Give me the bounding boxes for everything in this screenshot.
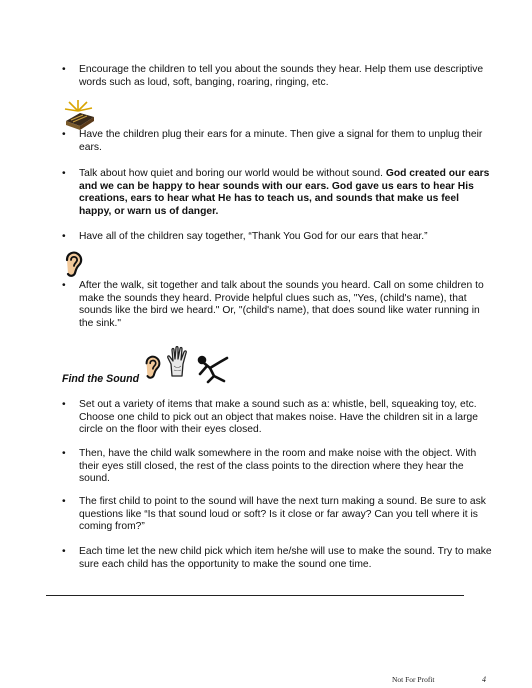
bullet-marker: • bbox=[62, 280, 66, 291]
list-item-text: Then, have the child walk somewhere in the room and make noise with the object. With their eyes still closed, the rest of the class points to the direction where they hear the sound. bbox=[79, 448, 477, 485]
hand-icon bbox=[166, 346, 192, 378]
bullet-marker: • bbox=[62, 399, 66, 410]
list-item bbox=[62, 546, 492, 571]
list-item bbox=[62, 129, 492, 154]
list-item-text: Each time let the new child pick which item he/she will use to make the sound. Try to make sure each child has the opportunity to make the sound one time. bbox=[79, 546, 492, 570]
list-item bbox=[62, 280, 492, 330]
bullet-marker: • bbox=[62, 64, 66, 75]
list-item-text: After the walk, sit together and talk about the sounds you heard. Call on some children to make the sounds they heard. Provide helpful clues such as, "Yes, (child's name), that sounds like the bird we heard." Or, "(child's name), that does sound like water running in the sink." bbox=[79, 280, 484, 329]
ear-icon bbox=[142, 352, 162, 382]
list-item bbox=[62, 448, 492, 486]
list-item bbox=[62, 399, 492, 437]
page-number: 4 bbox=[482, 675, 486, 684]
list-item-text: Encourage the children to tell you about the sounds they hear. Help them use descriptive words such as loud, soft, banging, roaring, ringing, etc. bbox=[79, 64, 484, 88]
bullet-marker: • bbox=[62, 448, 66, 459]
list-item-text: Have all of the children say together, “Thank You God for our ears that hear.” bbox=[79, 231, 428, 242]
section-title: Find the Sound bbox=[62, 373, 140, 385]
list-item-text: Have the children plug their ears for a minute. Then give a signal for them to unplug their ears. bbox=[79, 129, 483, 153]
list-item-text: The first child to point to the sound will have the next turn making a sound. Be sure to ask questions like “Is that sound loud or soft? Is it close or far away? Can you tell where it is coming from?” bbox=[79, 496, 486, 533]
list-item-text bbox=[79, 168, 492, 218]
list-item bbox=[62, 64, 492, 89]
list-item-text: Set out a variety of items that make a sound such as a: whistle, bell, squeaking toy, etc. Choose one child to pick out an object that makes noise. Have the children sit in a large circle on the floor with their eyes closed. bbox=[79, 399, 478, 436]
bullet-marker: • bbox=[62, 546, 66, 557]
bold-text: God created our ears and we can be happy to hear sounds with our ears. God gave us ears to hear His creations, ears to hear what He has to teach us, and sounds that make us feel happy, or warn us of danger. bbox=[79, 168, 490, 217]
list-item bbox=[62, 231, 492, 244]
bullet-marker: • bbox=[62, 168, 66, 179]
plain-text: Talk about how quiet and boring our world would be without sound. bbox=[79, 168, 386, 179]
bullet-marker: • bbox=[62, 129, 66, 140]
horizontal-divider bbox=[46, 595, 464, 596]
list-item bbox=[62, 168, 492, 218]
bullet-marker: • bbox=[62, 231, 66, 242]
footer-note: Not For Profit bbox=[392, 675, 435, 684]
ear-icon bbox=[62, 250, 84, 278]
list-item bbox=[62, 496, 492, 534]
stretching-figure-icon bbox=[194, 354, 232, 384]
bullet-marker: • bbox=[62, 496, 66, 507]
bible-icon bbox=[62, 99, 98, 131]
